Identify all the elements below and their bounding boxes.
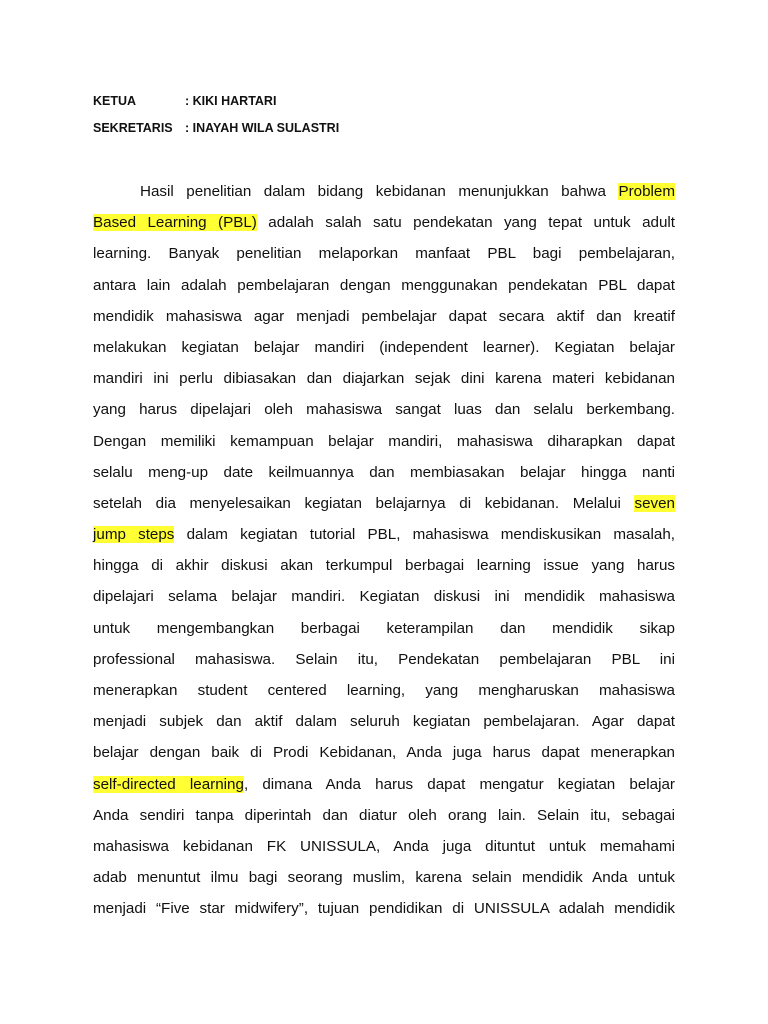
line-text: learning. Banyak penelitian melaporkan manfaat PBL bagi pembelajaran, — [93, 245, 675, 263]
paragraph-line — [93, 800, 675, 831]
sekretaris-row — [93, 115, 339, 142]
line-text: untuk mengembangkan berbagai keterampilan dan mendidik sikap — [93, 619, 675, 637]
line-text: hingga di akhir diskusi akan terkumpul berbagai learning issue yang harus — [93, 557, 675, 575]
sekretaris-value: : INAYAH WILA SULASTRI — [185, 121, 340, 135]
ketua-row — [93, 88, 339, 115]
line-text: selalu meng-up date keilmuannya dan membiasakan belajar hingga nanti — [93, 463, 675, 481]
line-text: Hasil penelitian dalam bidang kebidanan menunjukkan bahwa — [140, 183, 619, 200]
line-text: antara lain adalah pembelajaran dengan menggunakan pendekatan PBL dapat — [93, 276, 675, 294]
highlighted-term: seven — [634, 494, 675, 512]
highlighted-term: Problem — [618, 183, 675, 200]
line-text: professional mahasiswa. Selain itu, Pendekatan pembelajaran PBL ini — [93, 650, 675, 668]
line-text: Dengan memiliki kemampuan belajar mandiri, mahasiswa diharapkan dapat — [93, 432, 675, 450]
ketua-label: KETUA — [93, 94, 137, 108]
highlighted-term: jump steps — [93, 526, 175, 544]
paragraph-line — [93, 207, 675, 238]
paragraph-line — [93, 457, 675, 488]
paragraph-line — [93, 613, 675, 644]
line-text: , dimana Anda harus dapat mengatur kegiatan belajar — [243, 775, 675, 793]
line-text: melakukan kegiatan belajar mandiri (independent learner). Kegiatan belajar — [93, 338, 675, 356]
paragraph-line — [93, 270, 675, 301]
paragraph-line — [93, 769, 675, 800]
line-text: mendidik mahasiswa agar menjadi pembelajar dapat secara aktif dan kreatif — [93, 307, 675, 325]
highlighted-term: self-directed learning — [93, 775, 244, 793]
document-header — [93, 88, 339, 142]
line-text: yang harus dipelajari oleh mahasiswa sangat luas dan selalu berkembang. — [93, 401, 675, 419]
line-text: adab menuntut ilmu bagi seorang muslim, karena selain mendidik Anda untuk — [93, 869, 675, 887]
body-paragraph — [93, 176, 675, 925]
paragraph-line — [93, 426, 675, 457]
paragraph-line — [93, 706, 675, 737]
line-text: mahasiswa kebidanan FK UNISSULA, Anda juga dituntut untuk memahami — [93, 837, 675, 855]
paragraph-line — [93, 893, 675, 924]
line-text: setelah dia menyelesaikan kegiatan belajarnya di kebidanan. Melalui — [93, 494, 635, 512]
line-text: dalam kegiatan tutorial PBL, mahasiswa mendiskusikan masalah, — [174, 526, 675, 544]
line-text: menjadi subjek dan aktif dalam seluruh kegiatan pembelajaran. Agar dapat — [93, 713, 675, 731]
line-text: dipelajari selama belajar mandiri. Kegiatan diskusi ini mendidik mahasiswa — [93, 588, 675, 606]
paragraph-line — [93, 550, 675, 581]
line-text: adalah salah satu pendekatan yang tepat untuk adult — [256, 214, 676, 232]
paragraph-line — [93, 831, 675, 862]
paragraph-line — [93, 176, 675, 207]
line-text: menerapkan student centered learning, yang mengharuskan mahasiswa — [93, 682, 675, 699]
paragraph-line — [93, 644, 675, 675]
line-text: Anda sendiri tanpa diperintah dan diatur oleh orang lain. Selain itu, sebagai — [93, 806, 675, 824]
line-text: mandiri ini perlu dibiasakan dan diajarkan sejak dini karena materi kebidanan — [93, 370, 675, 388]
paragraph-line — [93, 363, 675, 394]
paragraph-line — [93, 301, 675, 332]
paragraph-line — [93, 238, 675, 269]
paragraph-line — [93, 488, 675, 519]
ketua-value: : KIKI HARTARI — [185, 94, 277, 108]
highlighted-term: Based Learning (PBL) — [93, 214, 257, 232]
line-text: belajar dengan baik di Prodi Kebidanan, Anda juga harus dapat menerapkan — [93, 744, 675, 762]
sekretaris-label: SEKRETARIS — [93, 121, 173, 135]
paragraph-line — [93, 332, 675, 363]
paragraph-line — [93, 394, 675, 425]
paragraph-line — [93, 519, 675, 550]
paragraph-line — [93, 581, 675, 612]
line-text: menjadi “Five star midwifery”, tujuan pendidikan di UNISSULA adalah mendidik — [93, 900, 675, 918]
paragraph-line — [93, 737, 675, 768]
paragraph-line — [93, 862, 675, 893]
paragraph-line — [93, 675, 675, 706]
